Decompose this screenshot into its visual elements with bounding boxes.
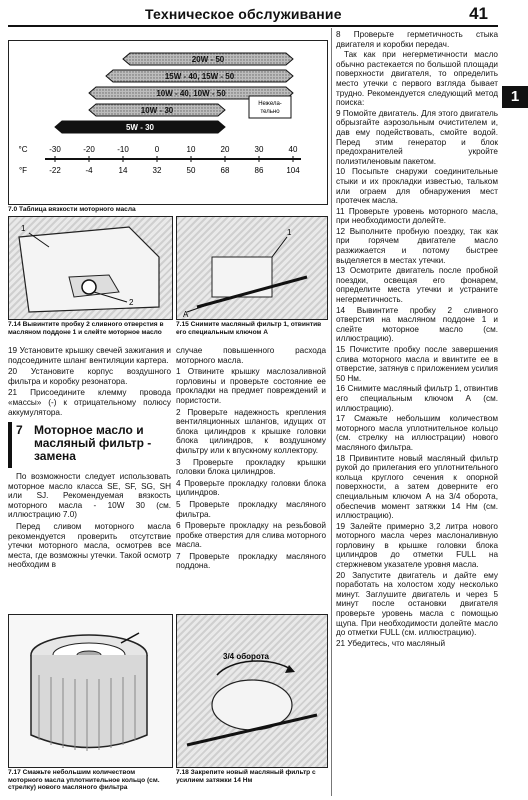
- mid-paragraph-6: 6 Проверьте прокладку на резьбовой пробке отверстия для слива моторного масла.: [176, 521, 326, 550]
- fahrenheit-tick-label: °F: [18, 166, 28, 175]
- fig714-label-2: 2: [129, 298, 134, 307]
- figure-7-15-caption: 7.15 Снимите масляный фильтр 1, отвинтив его специальным ключом А: [176, 321, 322, 336]
- right-column: [336, 30, 498, 648]
- celsius-tick-label: 30: [254, 145, 264, 154]
- right-paragraph-17: 17 Смажьте небольшим количеством моторного масла уплотнительное кольцо (см. стрелку на иллюстрации) нового масляного фильтра.: [336, 414, 498, 452]
- figure-7-14-caption: 7.14 Вывинтите пробку 2 сливного отверстия в масляном поддоне 1 и слейте моторное масло: [8, 321, 164, 336]
- filter-wrench-drawing: [177, 217, 327, 319]
- figure-7-17-image: [8, 614, 173, 768]
- middle-column: [176, 346, 326, 571]
- mid-paragraph-3: 3 Проверьте прокладку крышки головки блока цилиндров.: [176, 457, 326, 477]
- fahrenheit-tick-label: 104: [286, 166, 300, 175]
- paragraph-20: 20 Установите корпус воздушного фильтра и коробку резонатора.: [8, 367, 171, 386]
- viscosity-bar-label: 10W - 30: [140, 106, 174, 115]
- figure-7-14-image: [8, 216, 173, 320]
- celsius-tick-label: 0: [154, 145, 160, 154]
- paragraph-19: 19 Установите крышку свечей зажигания и подсоедините шланг вентиляции картера.: [8, 346, 171, 365]
- intro-paragraph-2: Перед сливом моторного масла рекомендуется проверить отсутствие утечки моторного масла, осмотрев все места, где возможны утечки. Такой осмотр необходим в: [8, 521, 171, 570]
- fahrenheit-tick-label: 32: [152, 166, 162, 175]
- section-number: 7: [16, 423, 23, 437]
- right-paragraph-8b: Так как при негерметичности масло обычно растекается по большой площади поверхности двигателя, то определить место утечки с первого взгляда бывает трудно. Рекомендуется следующий метод поиска:: [336, 50, 498, 108]
- mid-paragraph-1: 1 Отвините крышку маслозаливной горловины и проверьте состояние ее прокладки на предмет повреждений и пористости.: [176, 367, 326, 405]
- mid-paragraph-4: 4 Проверьте прокладку головки блока цилиндров.: [176, 478, 326, 498]
- paragraph-21: 21 Присоедините клемму провода «массы» (-) к отрицательному полюсу аккумулятора.: [8, 388, 171, 417]
- fahrenheit-tick-label: 86: [254, 166, 264, 175]
- left-intro: [8, 472, 171, 570]
- celsius-tick-label: 40: [288, 145, 298, 154]
- celsius-tick-label: -10: [117, 145, 129, 154]
- fahrenheit-tick-label: 14: [118, 166, 128, 175]
- figure-7-18-caption: 7.18 Закрепите новый масляный фильтр с усилием затяжки 14 Нм: [176, 769, 316, 784]
- right-paragraph-16: 16 Снимите масляный фильтр 1, отвинтив его специальным ключом А (см. иллюстрацию).: [336, 384, 498, 413]
- right-paragraph-12: 12 Выполните пробную поездку, так как при горячем двигателе масло разжижается и потому быстрее выделяется в местах утечки.: [336, 226, 498, 265]
- viscosity-bar-label: 15W - 40, 15W - 50: [164, 72, 235, 81]
- filter-tighten-drawing: [177, 615, 327, 767]
- right-paragraph-18: 18 Привинтите новый масляный фильтр рукой до прилегания его уплотнительного кольца круглого сечения к опорной поверхности, а затем доверните его специальным ключом А на 3/4 оборота, обеспечив момент затяжки 14 Нм (см. иллюстрацию).: [336, 453, 498, 521]
- right-paragraph-9: 9 Помойте двигатель. Для этого двигатель обрызгайте аэрозольным очистителем и, дав ему подействовать, смойте водой. Перед этим генератор и блок предохранителей укройте полиэтиленовым пакетом.: [336, 108, 498, 166]
- celsius-tick-label: °C: [18, 145, 28, 154]
- viscosity-chart-frame: [8, 40, 328, 205]
- right-paragraph-14: 14 Вывинтите пробку 2 сливного отверстия на масляном поддоне 1 и слейте моторное масло (см. иллюстрацию).: [336, 305, 498, 344]
- right-paragraph-13: 13 Осмотрите двигатель после пробной поездки, освещая его фонарем, определите места утечки и устраните негерметичность.: [336, 266, 498, 305]
- header-rule: [8, 25, 498, 27]
- right-paragraph-19: 19 Залейте примерно 3,2 литра нового моторного масла через маслоналивную горловину в крышке головки блока цилиндров до отметки FULL на стержневом указателе уровня масла.: [336, 521, 498, 570]
- fig715-label-a: А: [183, 310, 189, 319]
- fahrenheit-tick-label: -22: [49, 166, 61, 175]
- figure-7-17-caption: 7.17 Смажьте небольшим количеством моторного масла уплотнительное кольцо (см. стрелку) нового масляного фильтра: [8, 769, 160, 792]
- celsius-tick-label: 10: [186, 145, 196, 154]
- page-title: Техническое обслуживание: [145, 6, 342, 22]
- section-title: Моторное масло и масляный фильтр - замена: [34, 423, 152, 463]
- fahrenheit-tick-label: 50: [186, 166, 196, 175]
- celsius-tick-label: 20: [220, 145, 230, 154]
- fig714-label-1: 1: [21, 224, 26, 233]
- section-marker-bar: [8, 422, 12, 468]
- right-paragraph-21: 21 Убедитесь, что масляный: [336, 638, 446, 648]
- mid-paragraph-5: 5 Проверьте прокладку масляного фильтра.: [176, 499, 326, 519]
- left-column: [8, 346, 171, 417]
- right-paragraph-15: 15 Почистите пробку после завершения слива моторного масла и ввинтите ее в отверстие, затянув с приложением усилия 50 Нм.: [336, 345, 498, 383]
- intro-paragraph: По возможности следует использовать моторное масло класса SE, SF, SG, SH или SJ. Рекомендуемая вязкость моторного масла - 10W 30 (см. иллюстрацию 7.0): [8, 472, 171, 520]
- fig715-label-1: 1: [287, 228, 292, 237]
- right-paragraph-10: 10 Посыпьте снаружи соединительные стыки и их прокладки известью, тальком или ограем для обнаружения мест протечек масла.: [336, 167, 498, 206]
- figure-7-18-image: [176, 614, 328, 768]
- oil-filter-drawing: [9, 615, 172, 767]
- celsius-tick-label: -30: [49, 145, 61, 154]
- oil-pan-drawing: [9, 217, 172, 319]
- right-paragraph-11: 11 Проверьте уровень моторного масла, при необходимости долейте.: [336, 206, 498, 226]
- fahrenheit-tick-label: -4: [85, 166, 93, 175]
- viscosity-bar-label: 10W - 40, 10W - 50: [156, 89, 226, 98]
- mid-paragraph-2: 2 Проверьте надежность крепления вентиляционных шлангов, идущих от блока цилиндров к крышке головки блока цилиндров, к воздушному фильтру или к впускному коллектору.: [176, 407, 326, 455]
- section-tab: 1: [502, 86, 528, 108]
- right-paragraph-20: 20 Запустите двигатель и дайте ему поработать на холостом ходу несколько минут. Заглушите двигатель и через 5 минут после остановки двигателя проверьте уровень масла с помощью щупа. При необходимости долейте масло до отметки FULL (см. иллюстрацию).: [336, 570, 498, 638]
- column-rule: [331, 28, 332, 796]
- page-number: 41: [469, 4, 488, 23]
- figure-7-15-image: [176, 216, 328, 320]
- viscosity-bar-label: 5W - 30: [125, 123, 155, 132]
- fahrenheit-tick-label: 68: [220, 166, 230, 175]
- viscosity-bar-label: 20W - 50: [191, 55, 225, 64]
- viscosity-chart: [9, 41, 327, 204]
- mid-paragraph-start: случае повышенного расхода моторного масла.: [176, 346, 326, 365]
- three-quarter-turn-label: 3/4 оборота: [223, 652, 269, 661]
- mid-paragraph-7: 7 Проверьте прокладку масляного поддона.: [176, 551, 326, 571]
- celsius-tick-label: -20: [83, 145, 95, 154]
- annotation-text: Нежела-тельно: [258, 101, 282, 115]
- right-paragraph-8: 8 Проверьте герметичность стыка двигателя и коробки передач.: [336, 30, 498, 49]
- chart-caption: 7.0 Таблица вязкости моторного масла: [8, 206, 136, 213]
